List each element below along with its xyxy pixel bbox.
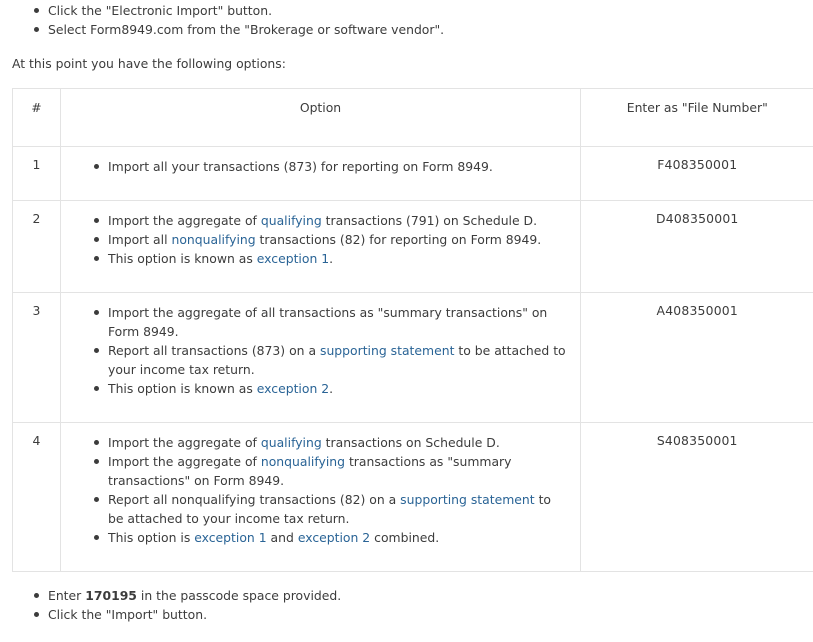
step-enter-passcode [48,586,788,605]
option-bullet [108,230,566,249]
table-row [13,147,813,201]
option-bullet [108,249,566,268]
row-file-number: F408350001 [581,147,813,201]
bullet-text: to be attached to your income tax return. [108,343,566,377]
options-table [12,88,813,572]
option-bullet [108,379,566,398]
bullet-text: Import the aggregate of [108,213,261,228]
step-electronic-import: Click the "Electronic Import" button. [48,1,788,20]
option-bullet: Import all your transactions (873) for reporting on Form 8949. [108,157,566,176]
row-file-number: D408350001 [581,201,813,293]
nonqualifying-link[interactable]: nonqualifying [171,232,256,247]
bullet-text: and [266,530,298,545]
option-bullet [108,490,566,528]
nonqualifying-link[interactable]: nonqualifying [260,454,345,469]
row-option [61,147,581,201]
bullet-text: transactions as "summary transactions" on Form 8949. [108,454,512,488]
supporting-statement-link[interactable]: supporting statement [400,492,535,507]
step-select-vendor: Select Form8949.com from the "Brokerage or software vendor". [48,20,788,39]
header-option: Option [61,89,581,147]
option-bullet [108,433,566,452]
option-bullet [108,341,566,379]
header-file-number: Enter as "File Number" [581,89,813,147]
step-text: in the passcode space provided. [136,588,342,603]
bullet-text: to be attached to your income tax return. [108,492,552,526]
row-file-number: A408350001 [581,293,813,423]
options-intro: At this point you have the following options: [12,56,286,71]
option-bullet [108,528,566,547]
bullet-text: . [329,381,334,396]
bullet-text: transactions (791) on Schedule D. [321,213,538,228]
option-bullet: Import the aggregate of all transactions as "summary transactions" on Form 8949. [108,303,566,341]
row-number: 4 [13,423,61,572]
step-text: Enter [48,588,86,603]
bullet-text: This option is known as [108,381,257,396]
bullet-text: Import the aggregate of [108,435,261,450]
table-row [13,201,813,293]
row-number: 2 [13,201,61,293]
qualifying-link[interactable]: qualifying [260,213,322,228]
row-number: 1 [13,147,61,201]
step-click-import: Click the "Import" button. [48,605,788,624]
option-bullet [108,452,566,490]
bullet-text: transactions (82) for reporting on Form 8949. [255,232,542,247]
bullet-text: Import the aggregate of [108,454,261,469]
bottom-steps-list [48,586,788,624]
row-file-number: S408350001 [581,423,813,572]
top-steps-list [48,1,788,39]
row-option [61,201,581,293]
option-bullet [108,211,566,230]
exception-1-link[interactable]: exception 1 [194,530,267,545]
bullet-text: This option is [108,530,195,545]
bullet-text: This option is known as [108,251,257,266]
row-option [61,423,581,572]
bullet-text: transactions on Schedule D. [321,435,500,450]
row-number: 3 [13,293,61,423]
bullet-text: Import all [108,232,172,247]
exception-2-link[interactable]: exception 2 [297,530,371,545]
bullet-text: Report all transactions (873) on a [108,343,320,358]
supporting-statement-link[interactable]: supporting statement [319,343,455,358]
exception-1-link[interactable]: exception 1 [256,251,330,266]
bullet-text: Report all nonqualifying transactions (82) on a [108,492,401,507]
bullet-text: . [329,251,334,266]
table-row [13,293,813,423]
header-num: # [13,89,61,147]
bullet-text: combined. [370,530,440,545]
table-header-row [13,89,813,147]
passcode-value: 170195 [85,588,137,603]
row-option [61,293,581,423]
table-row [13,423,813,572]
exception-2-link[interactable]: exception 2 [256,381,330,396]
qualifying-link[interactable]: qualifying [260,435,322,450]
